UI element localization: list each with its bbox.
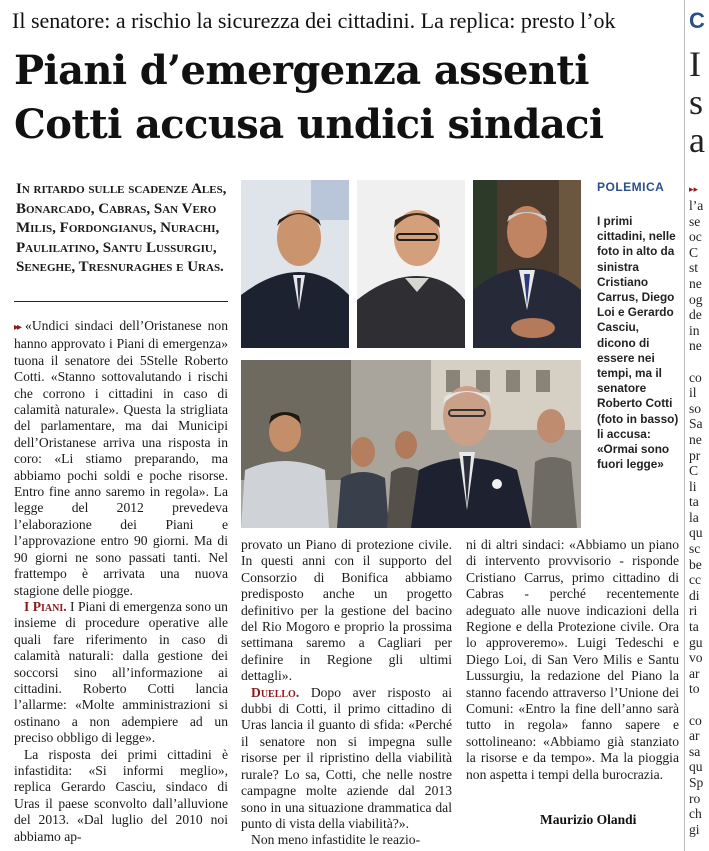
adjacent-line-fragment: C <box>689 463 699 479</box>
adjacent-headline-2: s <box>689 82 704 122</box>
paragraph: ▸▸ «Undici sindaci dell’Oristanese non hanno approvato i Piani di emergenza» tuona il senatore dei 5Stelle Roberto Cotti. «Stanno sottovalutando i rischi che corrono i cittadini in caso di calamità naturale». Questa la strigliata del parlamentare, ma dai Municipi dell’Oristanese arriva una risposta in coro: «Li stiamo preparando, ma abbiamo pochi soldi e poche risorse. Entro fine anno saremo in regola». La legge del 2012 prevedeva l’elaborazione dei Piani e l’approvazione entro 90 giorni. Ma di 90 giorni ne sono passati tanti. Nel frattempo è arrivata una nuova stagione delle piogge. <box>14 318 228 598</box>
adjacent-kicker: C <box>689 8 705 33</box>
adjacent-line-fragment: ch <box>689 806 702 822</box>
paragraph: provato un Piano di protezione civile. In questi anni con il supporto del Consorzio di Bonifica abbiamo predisposto anche un progetto definitivo per la gestione del bacino del Rio Mogoro e proprio la prossima settimana saremo a Cagliari per definire in Regione gli ultimi dettagli». <box>241 537 452 684</box>
adjacent-line-fragment: gu <box>689 634 703 650</box>
adjacent-line-fragment: li <box>689 478 697 494</box>
adjacent-line-fragment: ri <box>689 603 698 619</box>
body-column-2 <box>241 537 452 847</box>
body-column-3 <box>466 537 679 809</box>
adjacent-line-fragment: pr <box>689 447 701 463</box>
adjacent-line-fragment: di <box>689 587 700 603</box>
portrait-photo <box>357 180 465 348</box>
photo-roberto-cotti <box>241 360 581 528</box>
adjacent-line-fragment: ne <box>689 338 702 354</box>
lead-arrows-icon: ▸▸ <box>14 322 21 333</box>
adjacent-line-fragment: oc <box>689 229 702 245</box>
adjacent-lead-arrows-icon: ▸▸ <box>689 184 699 194</box>
adjacent-line-fragment <box>689 697 709 713</box>
adjacent-line-fragment: co <box>689 712 702 728</box>
adjacent-line-fragment: l’a <box>689 198 704 213</box>
group-photo <box>241 360 581 528</box>
photo-cristiano-carrus <box>241 180 349 348</box>
photo-caption: I primi cittadini, nelle foto in alto da sinistra Cristiano Carrus, Diego Loi e Gerardo Casciu, dicono di essere nei tempi, ma il senatore Roberto Cotti (foto in basso) li accusa: «Ormai sono fuori legge» <box>597 214 679 472</box>
headline-line-1: Piani d’emergenza assenti <box>14 47 589 94</box>
adjacent-line-fragment: se <box>689 213 701 229</box>
author-byline: Maurizio Olandi <box>540 812 637 827</box>
portrait-photo <box>473 180 581 348</box>
adjacent-line-fragment: ne <box>689 431 702 447</box>
portrait-photo <box>241 180 349 348</box>
adjacent-line-fragment <box>689 354 709 370</box>
adjacent-line-fragment: ta <box>689 494 699 510</box>
adjacent-line-fragment: C <box>689 244 699 260</box>
caption-title: POLEMICA <box>597 180 665 194</box>
section-heading: Duello. <box>251 684 300 700</box>
article-summary: In ritardo sulle scadenze Ales, Bonarcado, Cabras, San Vero Milis, Fordongianus, Nurachi, Paulilatino, Santu Lussurgiu, Seneghe, Tresnuraghes e Uras. <box>16 181 227 276</box>
paragraph: Duello. Dopo aver risposto ai dubbi di Cotti, il primo cittadino di Uras lancia il guanto di sfida: «Perché il senatore non si impegna sulle risorse per il ripristino della viabilità rurale? Lo sa, Cotti, che nelle nostre campagne molte aziende dal 2013 sono in una situazione drammatica dal punto di vista della viabilità?». <box>241 684 452 831</box>
adjacent-line-fragment: vo <box>689 650 703 666</box>
adjacent-line-fragment: Sp <box>689 774 704 790</box>
adjacent-line-fragment: be <box>689 556 702 572</box>
paragraph: Non meno infastidite le reazio- <box>251 832 421 848</box>
section-heading: I Piani. <box>24 598 67 614</box>
adjacent-line-fragment: gi <box>689 821 700 837</box>
adjacent-line-fragment: ar <box>689 728 700 744</box>
adjacent-body-text <box>689 198 709 838</box>
headline-line-2: Cotti accusa undici sindaci <box>14 101 604 148</box>
adjacent-line-fragment: ro <box>689 790 701 806</box>
body-column-1 <box>14 318 228 848</box>
summary-divider <box>14 301 228 302</box>
adjacent-line-fragment: ta <box>689 619 699 635</box>
adjacent-line-fragment: to <box>689 681 700 697</box>
adjacent-line-fragment: Sa <box>689 416 703 432</box>
adjacent-line-fragment: qu <box>689 525 703 541</box>
adjacent-line-fragment: cc <box>689 572 702 588</box>
paragraph: La risposta dei primi cittadini è infastidita: «Si informi meglio», replica Gerardo Casciu, sindaco di Uras il paese sconvolto dall’alluvione del 2013. «Dal luglio del 2010 noi abbiamo ap- <box>14 746 228 844</box>
adjacent-line-fragment: il <box>689 385 697 401</box>
adjacent-line-fragment: qu <box>689 759 703 775</box>
adjacent-line-fragment: ne <box>689 275 702 291</box>
article-headline <box>14 44 679 152</box>
adjacent-line-fragment: so <box>689 400 702 416</box>
paragraph: I Piani. I Piani di emergenza sono un insieme di procedure operative alle quali fare riferimento in caso di calamità naturali: dalla gestione dei soccorsi sino all’informazione ai cittadini. Roberto Cotti lancia l’allarme: «Molte amministrazioni si ostinano a non adempiere ad un preciso obbligo di legge». <box>14 598 228 746</box>
paragraph: ni di altri sindaci: «Abbiamo un piano di intervento provvisorio - risponde Cristiano Carrus, primo cittadino di Cabras - perché recentemente adeguato alle nuove indicazioni della Regione e della Protezione civile. Ora lo approveremo». Luigi Tedeschi e Diego Loi, di San Vero Milis e Santu Lussurgiu, la redazione del Piano la stanno facendo attraverso l’Unione dei Comuni: «Entro la fine dell’anno sarà tutto in regola» fanno sapere e sottolineano: «Abbiamo già stanziato la risorse e da tempo». Ma la pioggia non aspetta i tempi della burocrazia. <box>466 537 679 782</box>
adjacent-headline-3: a <box>689 120 705 160</box>
column-divider <box>684 0 685 851</box>
adjacent-line-fragment: og <box>689 291 703 307</box>
adjacent-line-fragment: de <box>689 307 702 323</box>
adjacent-line-fragment: co <box>689 369 702 385</box>
adjacent-line-fragment: in <box>689 322 700 338</box>
adjacent-headline-1: I <box>689 44 701 84</box>
photo-gerardo-casciu <box>473 180 581 348</box>
adjacent-line-fragment: sc <box>689 541 701 557</box>
adjacent-line-fragment: sa <box>689 743 701 759</box>
adjacent-line-fragment: la <box>689 509 699 525</box>
article-kicker: Il senatore: a rischio la sicurezza dei cittadini. La replica: presto l’ok <box>12 8 616 33</box>
adjacent-line-fragment: st <box>689 260 699 276</box>
adjacent-line-fragment: ar <box>689 665 700 681</box>
photo-diego-loi <box>357 180 465 348</box>
